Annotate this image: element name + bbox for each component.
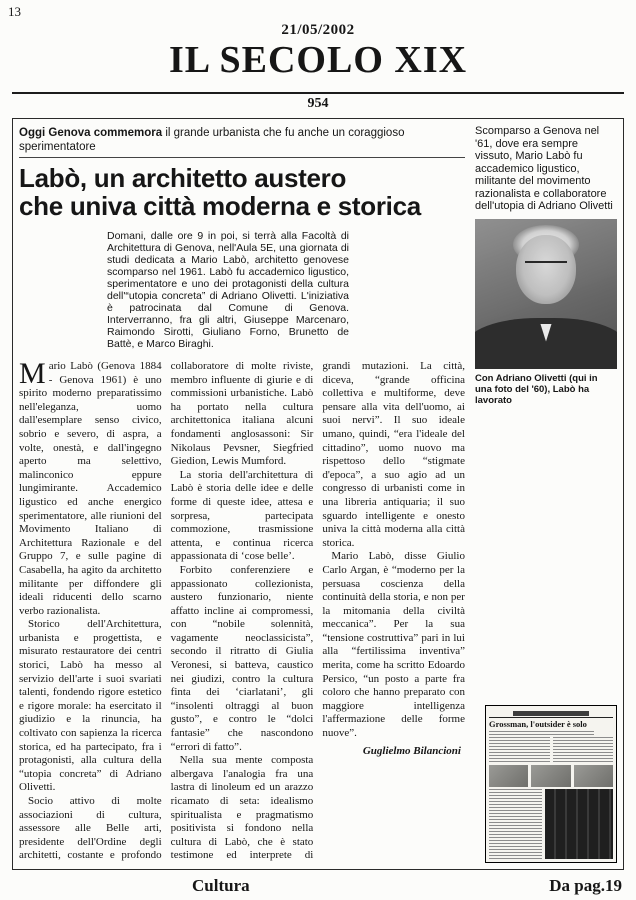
headline-line-1: Labò, un architetto austero [19, 163, 347, 193]
body-paragraph: Nella sua mente composta albergava l'analogia fra una lastra di linoleum ed un arazzo ricamato di seta: idealismo spiritualista e pragmatismo positivista si fondono nella cultura di Labò, che è stato testimone ed interprete di grandi mutazioni. La città, diceva, “grande officina collettiva e multiforme, deve pensare alla vita dell'uomo, ai suoi nervi”. Il suo ideale umano, quindi, “era l'ideale del cittadino”, uomo nuovo ma rispettoso dello “stigmate d'epoca”, a suo agio ad un congresso di urbanisti come in una libreria antiquaria; il suo sguardo intelligente e onesto univa la città moderna alla città storica. [170, 360, 465, 862]
masthead-rule [12, 92, 624, 94]
headline-line-2: che univa città moderna e storica [19, 191, 421, 221]
kicker [19, 125, 465, 158]
photo-glasses-shape [525, 261, 568, 272]
body-paragraph: Forbito conferenziere e appassionato collezionista, austero funzionario, niente affatto incline ai compromessi, con “nobile solennità, vagamente neoclassicista”, secondo il ritratto di Giulia Veronesi, si batteva, caustico nei giudizi, contro la cultura finta dei ‘ciarlatani’, gli “insolenti oltraggi al buon gusto”, e contro le “dolci fantasie” che nascondono “errori di fatto”. [170, 563, 314, 753]
section-label: Cultura [192, 876, 250, 895]
edition-number: 954 [307, 96, 329, 111]
thumbnail-masthead [489, 709, 613, 718]
kicker-lead-in: Oggi Genova commemora [19, 127, 163, 139]
thumbnail-masthead-bar [513, 711, 590, 716]
lead-paragraph: Domani, dalle ore 9 in poi, si terrà alla Facoltà di Architettura di Genova, nell'Aula 5E, una giornata di studi dedicata a Mario Labò, architetto genovese scomparso nel 1961. Labò fu accademico ligustico, sperimentatore e uno dei protagonisti della cultura dell'“utopia concreta” di Adriano Olivetti. L'iniziativa è patrocinata dal Comune di Genova. Interverranno, fra gli altri, Giuseppe Marcenaro, Raimondo Sirotti, Giuliano Forno, Brunetto de Battè, e Marco Biraghi. [107, 230, 349, 350]
thumbnail-photo [489, 765, 528, 787]
thumbnail-photo [531, 765, 570, 787]
page-reference: Da pag.19 [549, 876, 622, 895]
thumbnail-bottom-area [489, 789, 613, 859]
thumbnail-text-placeholder [489, 737, 550, 763]
body-paragraph: Mario Labò, disse Giulio Carlo Argan, è “moderno per la persuasa coscienza della continuità della storia, e non per la mitomania della civiltà meccanica”. Per la sua “tensione costruttiva” pari in lui alla “fertilissima inventiva” merita, come ha scritto Edoardo Persico, “un posto a parte fra coloro che hanno preparato con maggiore intelligenza l'affermazione delle forme nuove”. [322, 550, 465, 740]
newspaper-page-thumbnail [485, 705, 617, 863]
thumbnail-photo-strip [489, 765, 613, 787]
thumbnail-headline: Grossman, l'outsider è solo [489, 719, 587, 729]
article-summary: Scomparso a Genova nel '61, dove era sempre vissuto, Mario Labò fu accademico ligustico, militante del movimento razionalista e collaboratore dell'utopia di Adriano Olivetti [475, 125, 613, 212]
article-sidebar [475, 125, 617, 863]
body-paragraph: Socio attivo di molte associazioni di cultura, assessore alle Belle arti, presidente dell'Ordine degli architetti, costante e profondo collaboratore di molte riviste, membro influente di giurie e di commissioni urbanistiche. Labò ha portato nella cultura architettonica italiana alcuni fondamenti anglosassoni: Sir Nikolaus Pevsner, Siegfried Giedion, Lewis Mumford. [19, 360, 314, 862]
headline [19, 164, 465, 220]
article-body-columns [19, 360, 465, 863]
olivetti-portrait-photo [475, 219, 617, 369]
thumbnail-photo [574, 765, 613, 787]
thumbnail-subhead-placeholder [489, 731, 594, 735]
author-signature: Guglielmo Bilancioni [362, 744, 461, 757]
thumbnail-ad-block [545, 789, 613, 859]
thumbnail-text-placeholder [553, 737, 614, 763]
article-box [12, 118, 624, 870]
photo-caption: Con Adriano Olivetti (qui in una foto del '60), Labò ha lavorato [475, 372, 598, 406]
article-main-column [19, 125, 465, 863]
body-paragraph: La storia dell'architettura di Labò è storia delle idee e delle forme di queste idee, attesa e sorpresa, partecipata commozione, trasmissione attenta, e continua ricerca appassionata di ‘cose belle’. [170, 468, 314, 563]
thumbnail-text-columns [489, 737, 613, 763]
masthead: IL SECOLO XIX [168, 39, 468, 81]
kicker-text: il grande urbanista che fu anche un coraggioso sperimentatore [19, 127, 405, 153]
thumbnail-text-placeholder [489, 789, 542, 859]
body-paragraph: Mario Labò (Genova 1884 - Genova 1961) è uno spirito moderno preparatissimo nell'eleganza, uomo dall'esemplare senso civico, sobrio e severo, di aspra, a volte, onestà, e dall'ingegno aperto ma selettivo, malinconico eppure lungimirante. Accademico ligustico ed anche energico sperimentatore, alle riunioni del Movimento Italiano di Architettura Razionale e del Gruppo 7, e sulle pagine di Casabella, ha agito da architetto militante per diffondere gli ideali riducenti dello scarno verbo razionalista. [19, 360, 162, 617]
page-number: 13 [8, 4, 21, 19]
body-paragraph: Storico dell'Architettura, urbanista e progettista, e misurato restauratore dei centri storici, Labò ha messo al servizio dell'arte i suoi svariati talenti, fondendo rigore estetico e rigore morale: ha esercitato il giudizio e la rinuncia, ha coltivato con sapienza la ricerca storica, ed ha partecipato, fra i protagonisti, alla cultura della “utopia concreta” di Adriano Olivetti. [19, 618, 162, 794]
issue-date: 21/05/2002 [281, 22, 355, 38]
